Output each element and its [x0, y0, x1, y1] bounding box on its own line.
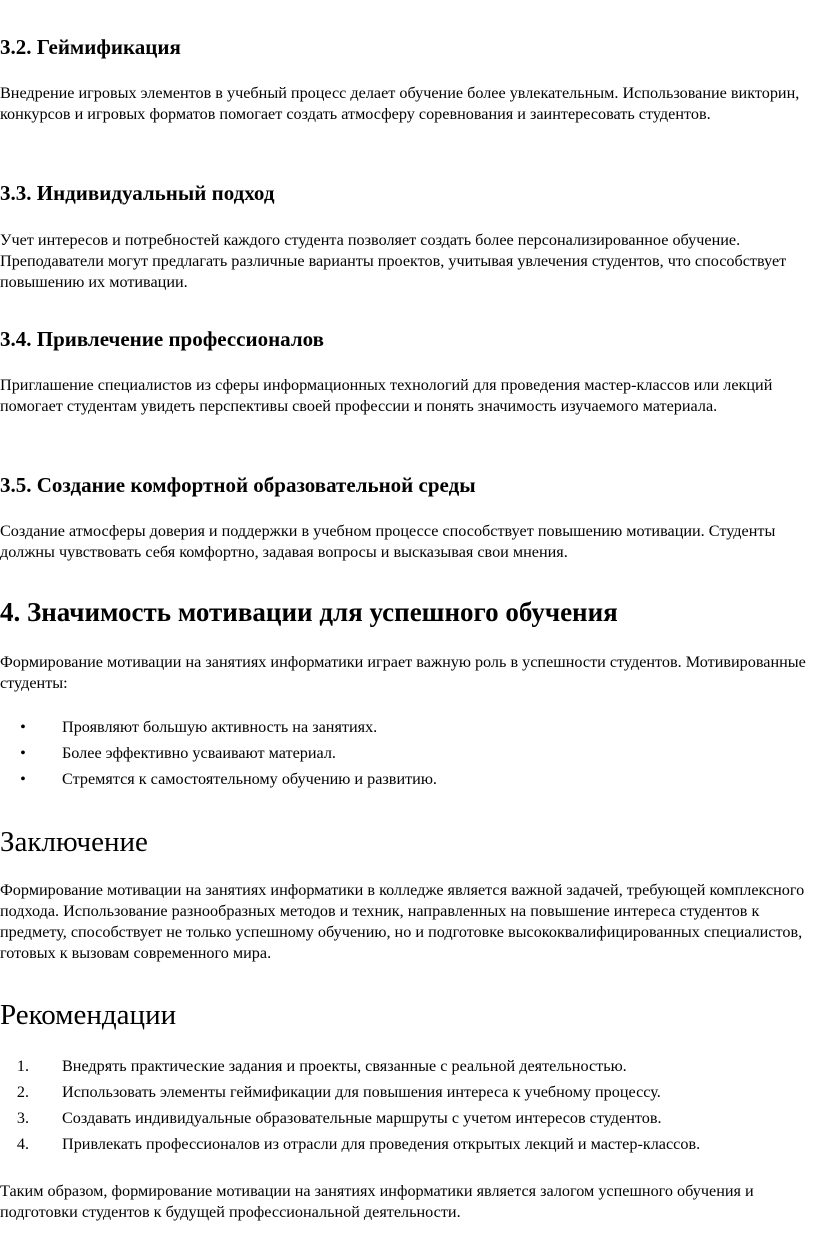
section-3-4-heading: 3.4. Привлечение профессионалов — [0, 327, 324, 351]
bullet-icon: • — [20, 718, 26, 736]
list-item: 4. Привлекать профессионалов из отрасли для проведения открытых лекций и мастер-классов. — [16, 1135, 701, 1153]
section-4-heading: 4. Значимость мотивации для успешного обучения — [0, 597, 618, 627]
list-item: • Более эффективно усваивают материал. — [0, 743, 816, 769]
section-3-5-text: Создание атмосферы доверия и поддержки в учебном процессе способствует повышению мотивации. Студенты должны чувствовать себя комфортно, задавая вопросы и высказывая свои мнения. — [0, 522, 776, 561]
list-item: 2. Использовать элементы геймификации для повышения интереса к учебному процессу. — [16, 1083, 661, 1101]
closing-text: Таким образом, формирование мотивации на занятиях информатики является залогом успешного обучения и подготовки студентов к будущей профессиональной деятельности. — [0, 1182, 754, 1221]
motivation-bullet-list — [0, 717, 816, 795]
list-item: • Проявляют большую активность на занятиях. — [0, 717, 816, 743]
section-4-text: Формирование мотивации на занятиях информатики играет важную роль в успешности студентов. Мотивированные студенты: — [0, 653, 806, 692]
section-3-4-text: Приглашение специалистов из сферы информационных технологий для проведения мастер-классов или лекций помогает студентам увидеть перспективы своей профессии и понять значимость изучаемого материала. — [0, 376, 773, 415]
recommendations-heading: Рекомендации — [0, 999, 177, 1031]
list-item: 3. Создавать индивидуальные образовательные маршруты с учетом интересов студентов. — [16, 1109, 662, 1127]
conclusion-heading: Заключение — [0, 826, 148, 858]
section-3-2-text: Внедрение игровых элементов в учебный процесс делает обучение более увлекательным. Использование викторин, конкурсов и игровых форматов помогает создать атмосферу соревнования и заинтересовать студентов. — [0, 84, 800, 123]
bullet-icon: • — [20, 744, 26, 762]
section-3-3-text: Учет интересов и потребностей каждого студента позволяет создать более персонализированное обучение. Преподаватели могут предлагать различные варианты проектов, учитывая увлечения студентов, что способствует повышению их мотивации. — [0, 231, 787, 291]
section-3-2-heading: 3.2. Геймификация — [0, 35, 181, 59]
recommendations-list — [0, 1056, 816, 1160]
section-3-5-heading: 3.5. Создание комфортной образовательной среды — [0, 473, 476, 497]
list-item: • Стремятся к самостоятельному обучению и развитию. — [0, 769, 816, 795]
bullet-icon: • — [20, 770, 26, 788]
list-item: 1. Внедрять практические задания и проекты, связанные с реальной деятельностью. — [16, 1057, 627, 1075]
conclusion-text: Формирование мотивации на занятиях информатики в колледже является важной задачей, требующей комплексного подхода. Использование разнообразных методов и техник, направленных на повышение интереса студентов к предмету, способствует не только успешному обучению, но и подготовке высококвалифицированных специалистов, готовых к вызовам современного мира. — [0, 881, 805, 962]
section-3-3-heading: 3.3. Индивидуальный подход — [0, 181, 275, 205]
